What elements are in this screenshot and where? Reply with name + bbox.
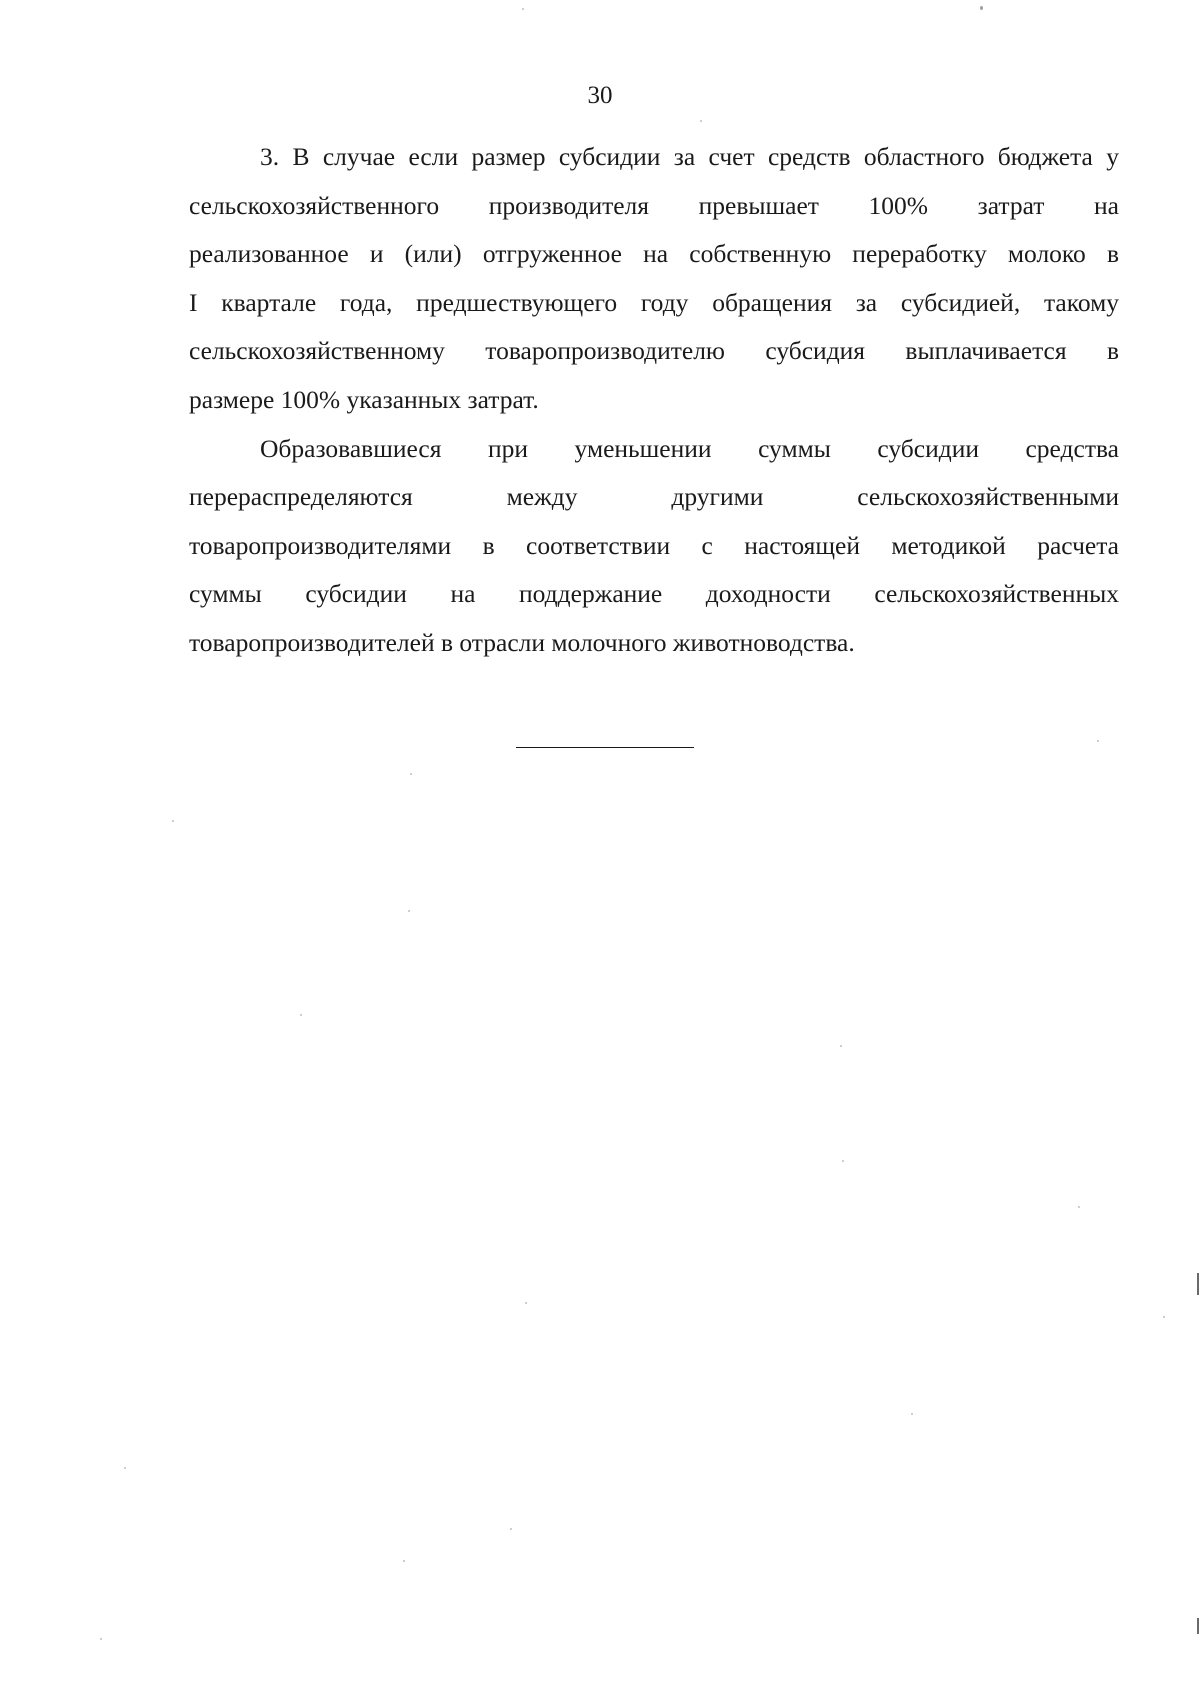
paragraph-2-line: перераспределяются между другими сельскохозяйственными — [189, 482, 1119, 512]
scan-speck — [300, 1014, 302, 1016]
end-separator-line — [516, 747, 694, 748]
scan-speck — [842, 1160, 844, 1162]
paragraph-2-line: товаропроизводителей в отрасли молочного животноводства. — [189, 627, 855, 657]
scan-speck — [410, 773, 412, 775]
paragraph-2-line: Образовавшиеся при уменьшении суммы субсидии средства — [260, 433, 1119, 463]
paragraph-2 — [189, 425, 1119, 668]
paragraph-2-line: товаропроизводителями в соответствии с настоящей методикой расчета — [189, 530, 1119, 560]
scan-speck — [1078, 1206, 1080, 1208]
scan-speck — [1097, 740, 1099, 742]
scan-speck — [980, 6, 983, 10]
paragraph-1-line: сельскохозяйственного производителя превышает 100% затрат на — [189, 190, 1119, 220]
scan-edge-mark — [1197, 1618, 1199, 1634]
scan-speck — [700, 120, 702, 122]
scan-speck — [100, 1638, 102, 1640]
scan-speck — [403, 1560, 405, 1562]
scan-speck — [840, 1045, 842, 1047]
document-body — [189, 133, 1119, 668]
scan-speck — [1163, 1316, 1165, 1318]
scan-speck — [172, 820, 174, 822]
paragraph-1-line: размере 100% указанных затрат. — [189, 384, 539, 414]
paragraph-1-line: I квартале года, предшествующего году обращения за субсидией, такому — [189, 287, 1119, 317]
scan-speck — [408, 910, 410, 912]
scan-speck — [911, 1413, 913, 1415]
paragraph-2-line: суммы субсидии на поддержание доходности сельскохозяйственных — [189, 579, 1119, 609]
scan-speck — [525, 1302, 527, 1304]
paragraph-1-line: 3. В случае если размер субсидии за счет средств областного бюджета у — [260, 142, 1119, 171]
scan-speck — [522, 8, 524, 10]
scan-speck — [124, 1467, 126, 1469]
scan-edge-mark — [1197, 1273, 1199, 1295]
scan-speck — [510, 1528, 512, 1530]
paragraph-1-line: сельскохозяйственному товаропроизводителю субсидия выплачивается в — [189, 336, 1119, 366]
paragraph-1-line: реализованное и (или) отгруженное на собственную переработку молоко в — [189, 239, 1119, 269]
page-number: 30 — [587, 82, 613, 109]
paragraph-1 — [189, 133, 1119, 425]
